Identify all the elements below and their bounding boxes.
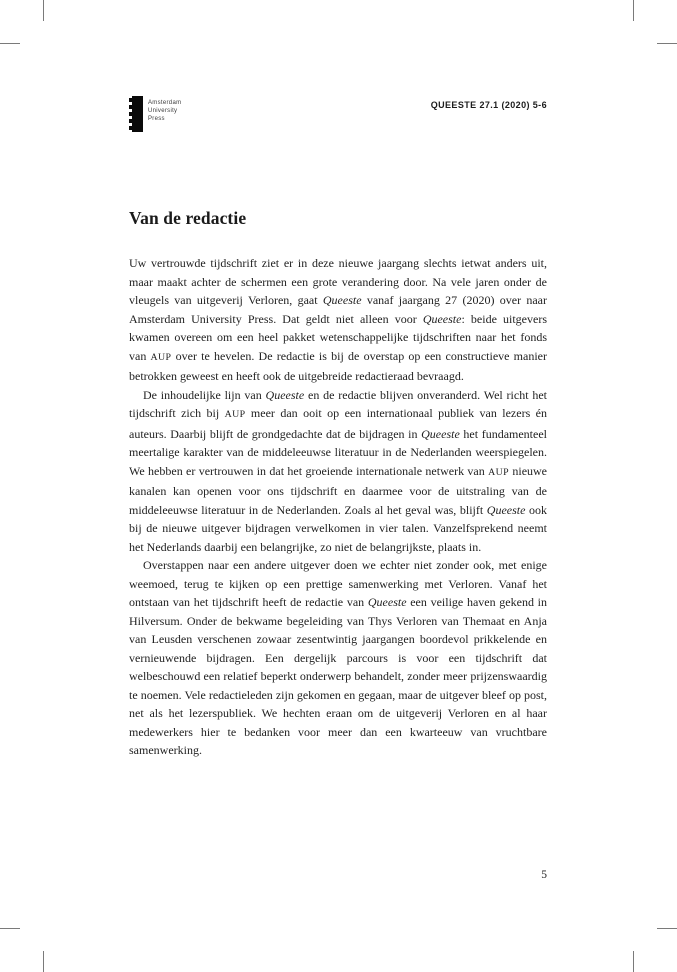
paragraph	[129, 254, 547, 386]
text-segment-plain: vanaf jaargang 27 (2020) over naar Amsterdam University Press. Dat geldt niet alleen voor	[129, 293, 548, 326]
text-segment-smallcaps: AUP	[488, 466, 509, 478]
page-header	[129, 96, 547, 132]
text-segment-plain: Overstappen naar een andere uitgever doen we echter niet zonder ook, met enige weemoed, terug te kijken op een prettige samenwerking met Verloren. Vanaf het ontstaan van het tijdschrift heeft de redactie van	[129, 558, 547, 609]
publisher-logo-line: Press	[148, 116, 165, 122]
page-title: Van de redactie	[129, 207, 247, 228]
crop-mark-bottom-right-horizontal	[657, 928, 677, 929]
paragraph	[129, 386, 547, 557]
text-segment-italic: Queeste	[422, 311, 462, 326]
text-segment-plain: het fundamenteel meertalige karakter van de middeleeuwse literatuur in de Nederlanden weerspiegelen. We hebben er vertrouwen in dat het groeiende internationale netwerk van	[129, 426, 547, 478]
crop-mark-top-left-vertical	[43, 0, 44, 21]
crop-mark-bottom-right-vertical	[633, 951, 634, 972]
text-segment-plain: nieuwe kanalen kan openen voor ons tijdschrift en daarmee voor de uitstraling van de middeleeuwse literatuur in de Nederlanden. Zoals al het geval was, blijft	[129, 463, 548, 517]
text-segment-plain: : beide uitgevers kwamen overeen om een heel pakket wetenschappelijke tijdschriften naar het fonds van	[129, 311, 547, 363]
text-segment-plain: ook bij de nieuwe uitgever bijdragen verwelkomen in vier talen. Vanzelfsprekend neemt het Nederlands daarbij een belangrijke, zo niet de belangrijkste, plaats in.	[129, 502, 548, 554]
text-segment-italic: Queeste	[322, 293, 362, 307]
text-segment-plain: over te hevelen. De redactie is bij de overstap op een constructieve manier betrokken geweest en heeft ook de uitgebreide redactieraad bevraagd.	[129, 348, 547, 383]
crop-mark-top-right-vertical	[633, 0, 634, 21]
text-segment-plain: en de redactie blijven onveranderd. Wel richt het tijdschrift zich bij	[129, 387, 547, 420]
publisher-logo-text	[148, 96, 181, 123]
publisher-logo-line: University	[148, 108, 178, 114]
text-segment-smallcaps: AUP	[150, 351, 172, 363]
crop-mark-top-right-horizontal	[657, 43, 677, 44]
journal-reference: QUEESTE 27.1 (2020) 5-6	[430, 100, 547, 110]
page-number: 5	[541, 869, 547, 881]
text-segment-plain: De inhoudelijke lijn van	[143, 387, 266, 402]
body-paragraphs	[129, 254, 547, 760]
text-segment-plain: Uw vertrouwde tijdschrift ziet er in deze nieuwe jaargang slechts ietwat anders uit, maar maakt achter de schermen een grote verandering door. Na vele jaren onder de vleugels van uitgeverij Verloren, gaat	[129, 256, 547, 307]
crop-mark-bottom-left-vertical	[43, 951, 44, 972]
text-segment-plain: meer dan ooit op een internationaal publiek van lezers én auteurs. Daarbij blijft de grondgedachte dat de bijdragen in	[129, 406, 547, 441]
text-segment-italic: Queeste	[265, 387, 305, 402]
text-segment-italic: Queeste	[367, 595, 407, 609]
text-segment-smallcaps: AUP	[224, 409, 246, 420]
crop-mark-top-left-horizontal	[0, 43, 20, 44]
publisher-logo-line: Amsterdam	[148, 100, 182, 106]
text-segment-plain: een veilige haven gekend in Hilversum. Onder de bekwame begeleiding van Thys Verloren van Themaat en Anja van Leusden verschenen zowaar zesentwintig jaargangen boordevol prikkelende en vernieuwende bijdragen. Een dergelijk parcours is voor een tijdschrift dat welbeschouwd een relatief beperkt onderwerp behandelt, zonder meer prijzenswaardig te noemen. Vele redactieleden zijn gekomen en gegaan, maar de uitgever bleef op post, net als het lezerspubliek. We hechten eraan om de uitgeverij Verloren en al haar medewerkers hier te bedanken voor meer dan een kwarteeuw van vruchtbare samenwerking.	[129, 595, 547, 757]
paragraph	[129, 556, 547, 760]
aup-book-spine-icon	[129, 96, 143, 132]
text-segment-italic: Queeste	[486, 502, 526, 517]
text-segment-italic: Queeste	[421, 426, 460, 441]
publisher-logo	[129, 96, 181, 132]
crop-mark-bottom-left-horizontal	[0, 928, 20, 929]
